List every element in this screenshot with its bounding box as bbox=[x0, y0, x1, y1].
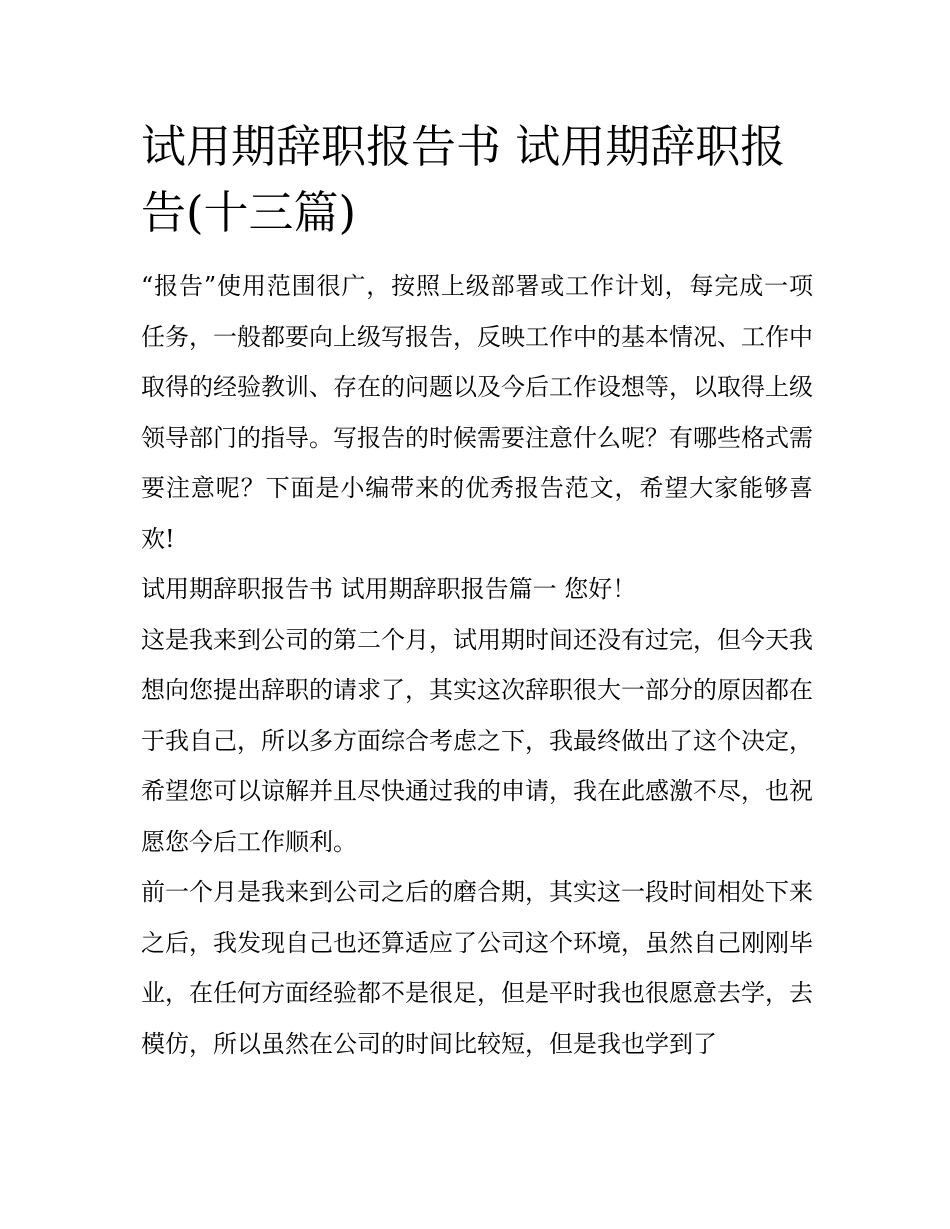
section-heading-line: 试用期辞职报告书 试用期辞职报告篇一 您好！ bbox=[141, 575, 637, 603]
document-title: 试用期辞职报告书 试用期辞职报告(十三篇) bbox=[141, 120, 786, 239]
body-paragraph: 这是我来到公司的第二个月，试用期时间还没有过完，但今天我想向您提出辞职的请求了，其实这次辞职很大一部分的原因都在于我自己，所以多方面综合考虑之下，我最终做出了这个决定，希望您可以谅解并且尽快通过我的申请，我在此感激不尽，也祝愿您今后工作顺利。 bbox=[141, 625, 813, 856]
body-paragraph: 前一个月是我来到公司之后的磨合期，其实这一段时间相处下来之后，我发现自己也还算适应了公司这个环境，虽然自己刚刚毕业，在任何方面经验都不是很足，但是平时我也很愿意去学，去模仿，所以虽然在公司的时间比较短，但是我也学到了 bbox=[141, 878, 813, 1058]
intro-paragraph: “报告”使用范围很广，按照上级部署或工作计划，每完成一项任务，一般都要向上级写报告，反映工作中的基本情况、工作中取得的经验教训、存在的问题以及今后工作设想等，以取得上级领导部门的指导。写报告的时候需要注意什么呢？有哪些格式需要注意呢？下面是小编带来的优秀报告范文，希望大家能够喜欢! bbox=[141, 272, 813, 553]
document-body bbox=[141, 114, 813, 1069]
